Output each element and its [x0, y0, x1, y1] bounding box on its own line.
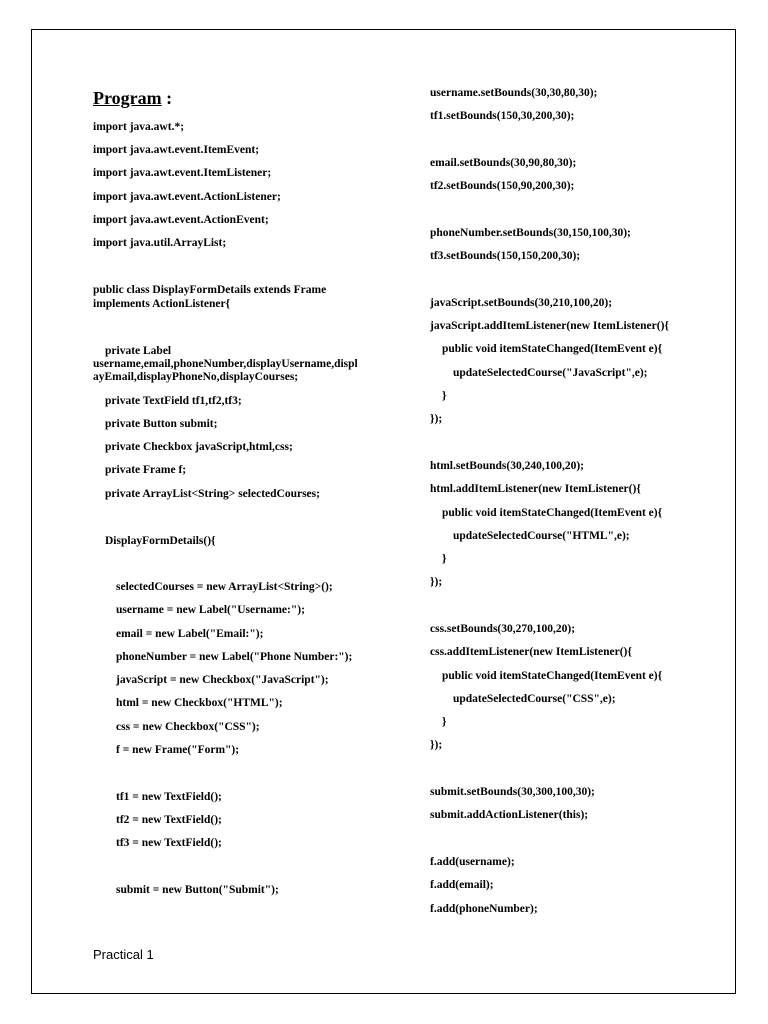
code-line-right: }	[442, 716, 447, 728]
code-line-right: javaScript.setBounds(30,210,100,20);	[430, 297, 613, 309]
code-line-left: import java.util.ArrayList;	[93, 237, 227, 249]
code-line-right: });	[430, 576, 443, 588]
code-line-left: import java.awt.event.ItemListener;	[93, 167, 272, 179]
code-line-right: public void itemStateChanged(ItemEvent e){	[442, 507, 663, 519]
code-line-right: css.setBounds(30,270,100,20);	[430, 623, 576, 635]
code-line-left: tf3 = new TextField();	[116, 837, 222, 849]
code-line-right: public void itemStateChanged(ItemEvent e){	[442, 343, 663, 355]
code-line-left: private Button submit;	[105, 418, 218, 430]
code-line-right: updateSelectedCourse("JavaScript",e);	[453, 367, 648, 379]
code-line-right: f.add(phoneNumber);	[430, 903, 538, 915]
code-line-left: private ArrayList<String> selectedCourses;	[105, 488, 320, 500]
code-line-left: html = new Checkbox("HTML");	[116, 697, 283, 709]
code-line-right: html.setBounds(30,240,100,20);	[430, 460, 584, 472]
code-line-left: private Label	[105, 345, 172, 357]
code-line-left: implements ActionListener{	[93, 298, 231, 310]
code-line-left: import java.awt.*;	[93, 121, 185, 133]
code-line-right: email.setBounds(30,90,80,30);	[430, 157, 577, 169]
code-line-left: username = new Label("Username:");	[116, 604, 305, 616]
code-line-right: f.add(email);	[430, 879, 494, 891]
program-heading-colon: :	[161, 88, 173, 108]
code-line-left: public class DisplayFormDetails extends Frame	[93, 284, 327, 296]
code-line-left: css = new Checkbox("CSS");	[116, 721, 260, 733]
code-line-left: submit = new Button("Submit");	[116, 884, 279, 896]
code-line-right: phoneNumber.setBounds(30,150,100,30);	[430, 227, 631, 239]
code-line-left: tf1 = new TextField();	[116, 791, 222, 803]
code-line-right: updateSelectedCourse("CSS",e);	[453, 693, 616, 705]
code-line-left: import java.awt.event.ActionListener;	[93, 191, 281, 203]
code-line-right: javaScript.addItemListener(new ItemListener(){	[430, 320, 669, 332]
code-line-left: tf2 = new TextField();	[116, 814, 222, 826]
program-heading	[93, 88, 172, 109]
code-line-right: submit.addActionListener(this);	[430, 809, 589, 821]
code-line-right: username.setBounds(30,30,80,30);	[430, 87, 598, 99]
code-line-right: public void itemStateChanged(ItemEvent e){	[442, 670, 663, 682]
code-line-left: username,email,phoneNumber,displayUsername,displ	[93, 358, 358, 370]
code-line-right: submit.setBounds(30,300,100,30);	[430, 786, 595, 798]
code-line-right: tf2.setBounds(150,90,200,30);	[430, 180, 575, 192]
code-line-left: DisplayFormDetails(){	[105, 535, 216, 547]
code-line-left: selectedCourses = new ArrayList<String>();	[116, 581, 333, 593]
code-line-left: email = new Label("Email:");	[116, 628, 264, 640]
code-line-right: tf1.setBounds(150,30,200,30);	[430, 110, 575, 122]
code-line-right: tf3.setBounds(150,150,200,30);	[430, 250, 581, 262]
code-line-right: });	[430, 413, 443, 425]
code-line-right: html.addItemListener(new ItemListener(){	[430, 483, 641, 495]
code-line-left: f = new Frame("Form");	[116, 744, 240, 756]
code-line-left: private TextField tf1,tf2,tf3;	[105, 395, 242, 407]
code-line-left: ayEmail,displayPhoneNo,displayCourses;	[93, 371, 299, 383]
code-line-right: updateSelectedCourse("HTML",e);	[453, 530, 630, 542]
program-heading-text: Program	[93, 88, 162, 108]
code-line-right: }	[442, 390, 447, 402]
code-line-right: f.add(username);	[430, 856, 515, 868]
code-line-right: });	[430, 739, 443, 751]
code-line-left: private Frame f;	[105, 464, 187, 476]
code-line-right: }	[442, 553, 447, 565]
code-line-left: import java.awt.event.ItemEvent;	[93, 144, 260, 156]
code-line-left: private Checkbox javaScript,html,css;	[105, 441, 293, 453]
code-line-left: javaScript = new Checkbox("JavaScript");	[116, 674, 329, 686]
code-line-left: import java.awt.event.ActionEvent;	[93, 214, 269, 226]
page-footer: Practical 1	[93, 947, 154, 962]
code-line-right: css.addItemListener(new ItemListener(){	[430, 646, 632, 658]
code-line-left: phoneNumber = new Label("Phone Number:");	[116, 651, 353, 663]
